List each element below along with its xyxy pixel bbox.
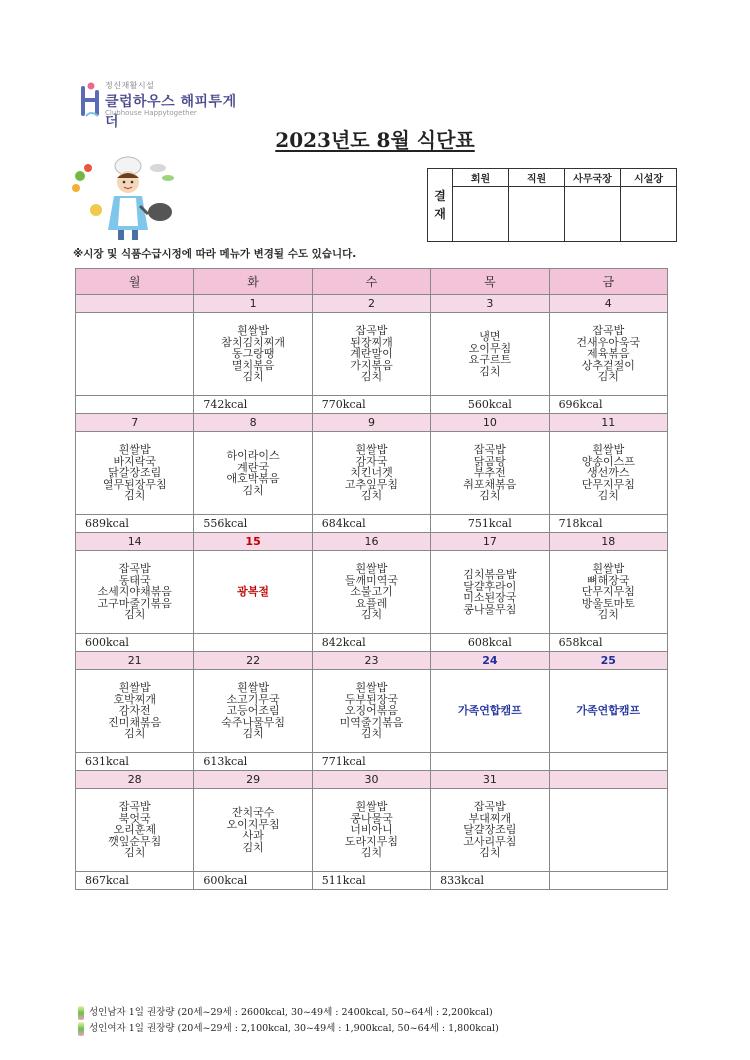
meal-cell — [194, 789, 312, 872]
date-row — [76, 652, 668, 670]
meal-cell — [549, 313, 667, 396]
menu-item: 소세지야채볶음 — [97, 585, 172, 599]
menu-item: 도라지무침 — [344, 834, 399, 848]
menu-item: 진미채볶음 — [108, 715, 162, 729]
calorie-row — [76, 753, 668, 771]
weekday-header: 월 — [76, 269, 194, 295]
menu-item: 흰쌀밥 — [355, 562, 388, 576]
date-cell: 3 — [431, 295, 549, 313]
calorie-cell: 658kcal — [549, 634, 667, 652]
meal-cell — [312, 432, 430, 515]
menu-item: 단무지무침 — [581, 585, 635, 599]
signature-cell[interactable] — [565, 187, 621, 242]
menu-item: 오이지무침 — [226, 817, 280, 831]
menu-item: 잡곡밥 — [592, 324, 625, 338]
menu-item: 콩나물국 — [350, 811, 393, 825]
menu-item: 열무된장무침 — [102, 477, 167, 491]
menu-item: 요구르트 — [468, 353, 512, 366]
date-cell: 17 — [431, 533, 549, 551]
menu-item: 감자전 — [118, 704, 151, 718]
date-cell: 16 — [312, 533, 430, 551]
menu-item: 김치 — [360, 370, 383, 384]
leaf-bullet-icon — [78, 1022, 84, 1036]
menu-item: 잡곡밥 — [473, 800, 506, 814]
date-cell: 7 — [76, 414, 194, 432]
weekday-header: 금 — [549, 269, 667, 295]
menu-item: 닭갈장조림 — [108, 466, 162, 480]
meal-row — [76, 551, 668, 634]
meal-row — [76, 432, 668, 515]
date-cell: 21 — [76, 652, 194, 670]
menu-item: 김치 — [360, 608, 383, 622]
menu-item: 깻잎순무침 — [108, 834, 162, 848]
menu-item: 김치 — [597, 370, 619, 384]
holiday-label: 광복절 — [237, 585, 270, 599]
approval-label-char: 결 — [434, 189, 446, 203]
meal-row — [76, 789, 668, 872]
calorie-row — [76, 396, 668, 414]
menu-item: 된장찌개 — [350, 335, 393, 349]
calorie-cell: 600kcal — [194, 872, 312, 890]
date-cell: 29 — [194, 771, 312, 789]
calorie-cell: 560kcal — [431, 396, 549, 414]
menu-item: 소불고기 — [350, 585, 393, 599]
meal-cell — [194, 551, 312, 634]
logo-h-icon — [80, 80, 102, 118]
calorie-cell: 751kcal — [431, 515, 549, 533]
date-cell: 25 — [549, 652, 667, 670]
menu-item: 잡곡밥 — [473, 443, 506, 457]
signature-cell[interactable] — [509, 187, 565, 242]
meal-cell — [76, 551, 194, 634]
calorie-cell: 771kcal — [312, 753, 430, 771]
menu-item: 김치 — [242, 483, 264, 497]
weekday-header: 화 — [194, 269, 312, 295]
date-cell: 2 — [312, 295, 430, 313]
menu-item: 두부된장국 — [344, 692, 399, 706]
date-cell: 31 — [431, 771, 549, 789]
date-row — [76, 533, 668, 551]
meal-cell — [312, 551, 430, 634]
menu-item: 흰쌀밥 — [237, 681, 270, 695]
date-row — [76, 771, 668, 789]
menu-item: 동그랑땡 — [231, 347, 275, 361]
date-cell: 30 — [312, 771, 430, 789]
menu-item: 애호박볶음 — [226, 472, 280, 485]
menu-item: 흰쌀밥 — [355, 800, 388, 814]
menu-item: 김치 — [479, 364, 501, 378]
menu-item: 김치 — [479, 489, 501, 503]
menu-item: 호박찌개 — [113, 692, 156, 706]
menu-item: 흰쌀밥 — [592, 562, 625, 576]
meal-row — [76, 670, 668, 753]
logo-subtitle: 정신재활시설 — [105, 81, 155, 90]
date-cell: 11 — [549, 414, 667, 432]
menu-item: 달걀후라이 — [463, 579, 517, 593]
menu-item: 김치 — [124, 727, 146, 741]
date-cell: 8 — [194, 414, 312, 432]
menu-item: 제육볶음 — [587, 347, 630, 361]
meal-cell — [76, 670, 194, 753]
menu-item: 오이무침 — [468, 341, 512, 355]
menu-item: 흰쌀밥 — [592, 443, 625, 457]
weekday-header: 목 — [431, 269, 549, 295]
date-cell — [76, 295, 194, 313]
meal-cell — [431, 670, 549, 753]
menu-item: 닭곰탕 — [473, 454, 506, 468]
menu-item: 너비아니 — [350, 823, 393, 837]
menu-item: 김치 — [360, 727, 383, 741]
menu-item: 방울토마토 — [581, 596, 635, 610]
menu-item: 김치 — [124, 489, 146, 503]
menu-item: 오징어볶음 — [344, 704, 399, 718]
menu-item: 요플레 — [355, 596, 388, 610]
approval-header-director: 시설장 — [621, 169, 677, 187]
menu-item: 가지볶음 — [350, 358, 393, 372]
menu-item: 김치 — [597, 608, 619, 622]
footer-line-female — [78, 1021, 499, 1037]
menu-item: 김치볶음밥 — [463, 568, 517, 581]
meal-cell — [194, 313, 312, 396]
logo-name: 클럽하우스 해피투게더 — [105, 94, 237, 130]
menu-item: 김치 — [360, 489, 383, 503]
menu-item: 김치 — [124, 846, 146, 860]
menu-table — [75, 268, 668, 890]
date-cell: 15 — [194, 533, 312, 551]
date-cell: 24 — [431, 652, 549, 670]
calorie-cell: 684kcal — [312, 515, 430, 533]
menu-item: 고등어조림 — [226, 704, 280, 718]
calorie-cell: 696kcal — [549, 396, 667, 414]
male-recommended-intake: 성인남자 1일 권장량 (20세~29세 : 2600kcal, 30~49세 : 2400kcal, 50~64세 : 2,200kcal) — [89, 1007, 493, 1018]
calorie-cell: 608kcal — [431, 634, 549, 652]
menu-item: 미소된장국 — [463, 591, 517, 604]
chef-illustration-icon — [68, 154, 186, 246]
calorie-cell: 631kcal — [76, 753, 194, 771]
calorie-cell: 842kcal — [312, 634, 430, 652]
menu-item: 멸치볶음 — [231, 358, 275, 372]
calorie-cell: 511kcal — [312, 872, 430, 890]
menu-item: 잡곡밥 — [355, 324, 388, 338]
menu-item: 김치 — [242, 370, 264, 384]
calorie-cell: 742kcal — [194, 396, 312, 414]
date-cell: 1 — [194, 295, 312, 313]
calorie-row — [76, 634, 668, 652]
calorie-cell — [76, 396, 194, 414]
family-camp-label: 가족연합캠프 — [576, 704, 641, 718]
menu-item: 오리훈제 — [113, 823, 156, 837]
menu-item: 흰쌀밥 — [118, 681, 151, 695]
meal-cell — [76, 432, 194, 515]
meal-cell — [76, 313, 194, 396]
page-title — [0, 124, 750, 153]
date-cell: 9 — [312, 414, 430, 432]
menu-item: 사과 — [242, 829, 264, 842]
menu-item: 미역줄기볶음 — [339, 715, 404, 729]
menu-item: 냉면 — [479, 330, 501, 343]
meal-cell — [549, 551, 667, 634]
menu-item: 소고기무국 — [226, 692, 280, 706]
menu-item: 흰쌀밥 — [355, 681, 388, 695]
calorie-cell: 689kcal — [76, 515, 194, 533]
menu-item: 고추잎무침 — [344, 477, 399, 491]
approval-label-char: 재 — [434, 207, 446, 221]
date-cell: 28 — [76, 771, 194, 789]
meal-cell — [549, 432, 667, 515]
meal-cell — [312, 789, 430, 872]
meal-cell — [194, 432, 312, 515]
menu-item: 뼈해장국 — [587, 573, 630, 587]
menu-item: 상추겉절이 — [581, 358, 635, 372]
menu-item: 김치 — [597, 489, 619, 503]
meal-cell — [76, 789, 194, 872]
menu-item: 북엇국 — [118, 811, 151, 825]
date-row — [76, 414, 668, 432]
footer-line-male — [78, 1005, 499, 1021]
calorie-cell — [549, 872, 667, 890]
menu-item: 계란국 — [237, 460, 270, 474]
menu-item: 고구마줄기볶음 — [97, 596, 172, 610]
calorie-row — [76, 872, 668, 890]
meal-row — [76, 313, 668, 396]
meal-cell — [549, 789, 667, 872]
menu-item: 취포채볶음 — [463, 477, 517, 491]
menu-item: 잡곡밥 — [118, 562, 151, 576]
calorie-cell: 718kcal — [549, 515, 667, 533]
menu-item: 흰쌀밥 — [237, 324, 270, 338]
date-cell: 4 — [549, 295, 667, 313]
approval-header-member: 회원 — [453, 169, 509, 187]
approval-label — [428, 169, 453, 242]
date-cell — [549, 771, 667, 789]
meal-cell — [431, 551, 549, 634]
menu-item: 참치김치찌개 — [221, 335, 285, 349]
facility-logo — [80, 78, 250, 130]
leaf-bullet-icon — [78, 1006, 84, 1020]
menu-item: 김치 — [242, 840, 264, 854]
menu-item: 흰쌀밥 — [118, 443, 151, 457]
menu-item: 흰쌀밥 — [355, 443, 388, 457]
date-cell: 14 — [76, 533, 194, 551]
menu-item: 잔치국수 — [231, 806, 275, 819]
menu-change-notice: ※시장 및 식품수급시정에 따라 메뉴가 변경될 수도 있습니다. — [73, 248, 357, 260]
page-title-text: 2023년도 8월 식단표 — [275, 128, 475, 152]
approval-header-secretary: 사무국장 — [565, 169, 621, 187]
meal-cell — [431, 789, 549, 872]
calorie-cell: 867kcal — [76, 872, 194, 890]
meal-cell — [549, 670, 667, 753]
meal-cell — [431, 432, 549, 515]
calorie-cell — [194, 634, 312, 652]
logo-english: Clubhouse Happytogether — [105, 109, 197, 117]
date-cell: 18 — [549, 533, 667, 551]
menu-item: 감자국 — [355, 454, 388, 468]
menu-item: 단무지무침 — [581, 477, 635, 491]
family-camp-label: 가족연합캠프 — [457, 704, 522, 718]
weekday-header: 수 — [312, 269, 430, 295]
calorie-cell: 556kcal — [194, 515, 312, 533]
menu-item: 김치 — [360, 846, 383, 860]
menu-item: 치킨너겟 — [350, 466, 393, 480]
date-row — [76, 295, 668, 313]
approval-header-staff: 직원 — [509, 169, 565, 187]
menu-item: 김치 — [124, 608, 146, 622]
meal-cell — [194, 670, 312, 753]
approval-box — [427, 168, 677, 242]
menu-item: 콩나물무침 — [463, 602, 517, 616]
menu-item: 계란말이 — [350, 347, 393, 361]
menu-item: 고사리무침 — [463, 834, 517, 848]
menu-item: 부대찌개 — [468, 811, 512, 825]
calorie-cell: 613kcal — [194, 753, 312, 771]
calorie-cell: 833kcal — [431, 872, 549, 890]
menu-item: 김치 — [479, 846, 501, 860]
date-cell: 22 — [194, 652, 312, 670]
menu-item: 들깨미역국 — [344, 573, 399, 587]
calorie-cell — [549, 753, 667, 771]
female-recommended-intake: 성인여자 1일 권장량 (20세~29세 : 2,100kcal, 30~49세 : 1,900kcal, 50~64세 : 1,800kcal) — [89, 1023, 499, 1034]
menu-item: 김치 — [242, 727, 264, 741]
menu-item: 숙주나물무침 — [221, 715, 285, 729]
menu-item: 동태국 — [118, 573, 151, 587]
recommended-intake-notes — [78, 1005, 499, 1037]
signature-cell[interactable] — [453, 187, 509, 242]
menu-item: 건새우아욱국 — [576, 335, 641, 349]
meal-cell — [312, 670, 430, 753]
calorie-cell — [431, 753, 549, 771]
menu-item: 부추전 — [473, 466, 506, 480]
calorie-cell: 600kcal — [76, 634, 194, 652]
menu-item: 달걀장조림 — [463, 823, 517, 837]
calorie-cell: 770kcal — [312, 396, 430, 414]
signature-cell[interactable] — [621, 187, 677, 242]
meal-cell — [312, 313, 430, 396]
menu-item: 양송이스프 — [581, 454, 635, 468]
date-cell: 10 — [431, 414, 549, 432]
menu-item: 바지락국 — [113, 454, 156, 468]
date-cell: 23 — [312, 652, 430, 670]
meal-cell — [431, 313, 549, 396]
weekday-header-row — [76, 269, 668, 295]
menu-item: 하이라이스 — [226, 449, 280, 462]
menu-item: 잡곡밥 — [118, 800, 151, 814]
calorie-row — [76, 515, 668, 533]
menu-item: 생선까스 — [587, 466, 630, 480]
